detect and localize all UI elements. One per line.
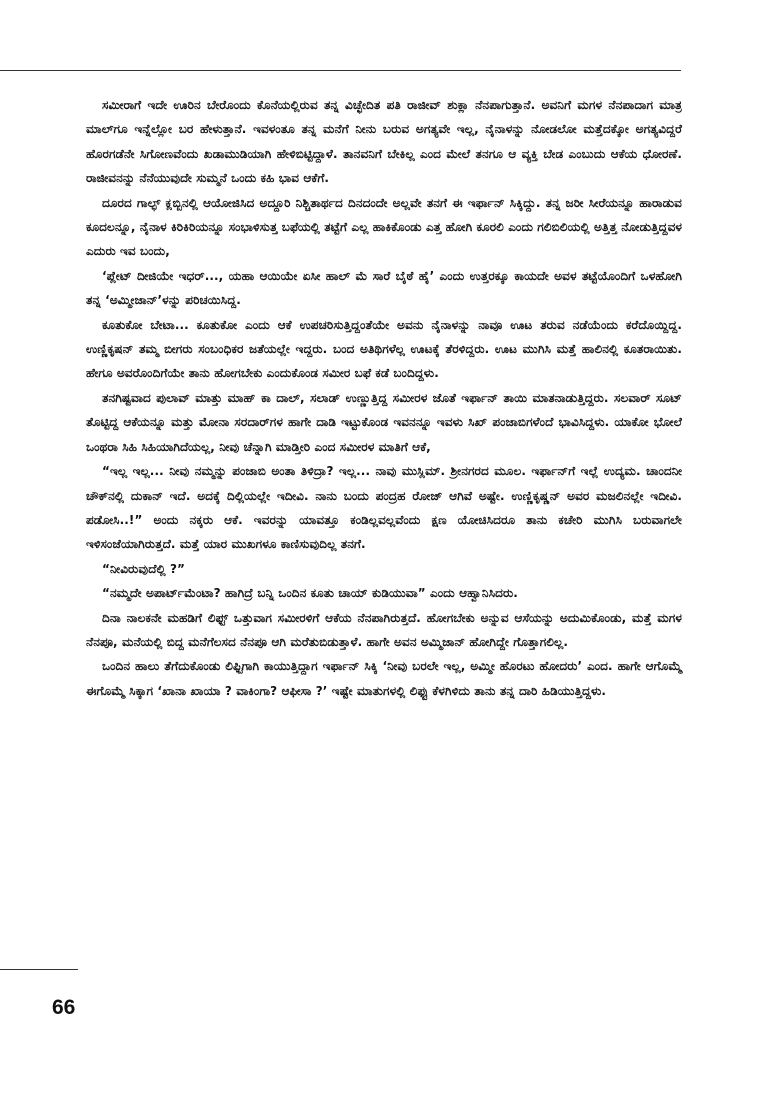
header-rule (0, 70, 681, 71)
footer-rule (0, 969, 78, 970)
paragraph: ಕೂತುಕೋ ಬೇಟಾ... ಕೂತುಕೋ ಎಂದು ಆಕೆ ಉಪಚರಿಸುತ್ತಿದ್ದಂತೆಯೇ ಅವನು ನೈನಾಳನ್ನು ನಾವೂ ಊಟ ತರುವ ನಡೆಯೆಂದು ಕರೆದೊಯ್ದಿದ್ದ. ಉಣ್ಣಿಕೃಷನ್ ತಮ್ಮ ಬೀಗರು ಸಂಬಂಧಿಕರ ಜತೆಯಲ್ಲೇ ಇದ್ದರು. ಬಂದ ಅತಿಥಿಗಳೆಲ್ಲ ಊಟಕ್ಕೆ ತೆರಳಿದ್ದರು. ಊಟ ಮುಗಿಸಿ ಮತ್ತೆ ಹಾಲಿನಲ್ಲಿ ಕೂತರಾಯಿತು. ಹೇಗೂ ಅವರೊಂದಿಗೆಯೇ ತಾನು ಹೋಗಬೇಕು ಎಂದುಕೊಂಡ ಸಮೀರ ಬಫೆ ಕಡೆ ಬಂದಿದ್ದಳು. (86, 317, 682, 381)
paragraph: ‘ಪ್ಲೇಟ್ ದೀಜಿಯೇ ಇಧರ್..., ಯಹಾ ಆಯಿಯೇ ಏಸೀ ಹಾಲ್ ಮೆ ಸಾರೆ ಬೈಠೆ ಹೈ’ ಎಂದು ಉತ್ತರಕ್ಕೂ ಕಾಯದೇ ಅವಳ ತಟ್ಟೆಯೊಂದಿಗೆ ಒಳಹೋಗಿ ತನ್ನ ‘ಅಮ್ಮೀಜಾನ್’ಳನ್ನು ಪರಿಚಯಿಸಿದ್ದ. (86, 268, 682, 308)
page-body (86, 93, 682, 703)
paragraph: “ನೀವಿರುವುದೆಲ್ಲಿ ?” (102, 561, 186, 576)
paragraph: ದೂರದ ಗಾಲ್ಫ್ ಕ್ಲಬ್ಬಿನಲ್ಲಿ ಆಯೋಜಿಸಿದ ಅದ್ದೂರಿ ನಿಶ್ಚಿತಾರ್ಥದ ದಿನದಂದೇ ಅಲ್ಲವೇ ತನಗೆ ಈ ಇರ್ಫಾನ್ ಸಿಕ್ಕಿದ್ದು. ತನ್ನ ಜರೀ ಸೀರೆಯನ್ನೂ ಹಾರಾಡುವ ಕೂದಲನ್ನೂ, ನೈನಾಳ ಕಿರಿಕಿರಿಯನ್ನೂ ಸಂಭಾಳಿಸುತ್ತ ಬಫೆಯಲ್ಲಿ ತಟ್ಟೆಗೆ ಎಲ್ಲ ಹಾಕಿಕೊಂಡು ಎತ್ತ ಹೋಗಿ ಕೂರಲಿ ಎಂದು ಗಲಿಬಿಲಿಯಲ್ಲಿ ಅತ್ತಿತ್ತ ನೋಡುತ್ತಿದ್ದವಳ ಎದುರು ಇವ ಬಂದು, (86, 195, 682, 259)
paragraph: ತನಗಿಷ್ಟವಾದ ಪುಲಾವ್ ಮಾತ್ತು ಮಾಹ್ ಕಾ ದಾಲ್, ಸಲಾಡ್ ಉಣ್ಣುತ್ತಿದ್ದ ಸಮೀರಳ ಜೊತೆ ಇರ್ಫಾನ್ ತಾಯಿ ಮಾತನಾಡುತ್ತಿದ್ದರು. ಸಲವಾರ್ ಸೂಟ್ ತೊಟ್ಟಿದ್ದ ಆಕೆಯನ್ನೂ ಮತ್ತು ಮೋನಾ ಸರದಾರ್‌ಗಳ ಹಾಗೇ ದಾಡಿ ಇಟ್ಟುಕೊಂಡ ಇವನನ್ನೂ ಇವಳು ಸಿಖ್ ಪಂಜಾಬಿಗಳೆಂದೆ ಭಾವಿಸಿದ್ದಳು. ಯಾಕೋ ಭೋಲೆ ಒಂಥರಾ ಸಿಹಿ ಸಿಹಿಯಾಗಿದೆಯಲ್ಲ, ನೀವು ಚೆನ್ನಾಗಿ ಮಾಡ್ತೀರಿ ಎಂದ ಸಮೀರಳ ಮಾತಿಗೆ ಆಕೆ, (86, 390, 682, 454)
paragraph: “ಇಲ್ಲ ಇಲ್ಲ... ನೀವು ನಮ್ಮನ್ನು ಪಂಜಾಬಿ ಅಂತಾ ತಿಳಿದ್ರಾ? ಇಲ್ಲ... ನಾವು ಮುಸ್ಲಿಮ್. ಶ್ರೀನಗರದ ಮೂಲ. ಇರ್ಫಾನ್‌ಗೆ ಇಲ್ಲೆ ಉದ್ಯಮ. ಚಾಂದನೀ ಚೌಕ್‌ನಲ್ಲಿ ದುಕಾನ್ ಇದೆ. ಅದಕ್ಕೆ ದಿಲ್ಲಿಯಲ್ಲೇ ಇದೀವಿ. ನಾನು ಬಂದು ಪಂದ್ರಹ ರೋಜ್ ಆಗಿವೆ ಅಷ್ಟೇ. ಉಣ್ಣಿಕೃಷ್ಣನ್ ಅವರ ಮಜಲಿನಲ್ಲೇ ಇದೀವಿ. ಪಡೋಸಿ..!” ಅಂದು ನಕ್ಕರು ಆಕೆ. ಇವರನ್ನು ಯಾವತ್ತೂ ಕಂಡಿಲ್ಲವಲ್ಲವೆಂದು ಕ್ಷಣ ಯೋಚಿಸಿದರೂ ತಾನು ಕಚೇರಿ ಮುಗಿಸಿ ಬರುವಾಗಲೇ ಇಳಿಸಂಜೆಯಾಗಿರುತ್ತದೆ. ಮತ್ತೆ ಯಾರ ಮುಖಗಳೂ ಕಾಣಿಸುವುದಿಲ್ಲ ತನಗೆ. (86, 464, 682, 552)
paragraph: “ನಮ್ಮದೇ ಅಪಾರ್ಟ್‌ಮೆಂಟಾ? ಹಾಗಿದ್ರೆ ಬನ್ನಿ ಒಂದಿನ ಕೂತು ಚಾಯ್ ಕುಡಿಯುವಾ” ಎಂದು ಆಹ್ವಾನಿಸಿದರು. (102, 586, 518, 601)
paragraph: ಒಂದಿನ ಹಾಲು ತೆಗೆದುಕೊಂಡು ಲಿಫ್ಟಿಗಾಗಿ ಕಾಯುತ್ತಿದ್ದಾಗ ಇರ್ಫಾನ್ ಸಿಕ್ಕಿ ‘ನೀವು ಬರಲೇ ಇಲ್ಲ, ಅಮ್ಮೀ ಹೊರಟು ಹೋದರು’ ಎಂದ. ಹಾಗೇ ಆಗೊಮ್ಮೆ ಈಗೊಮ್ಮೆ ಸಿಕ್ಕಾಗ ‘ಖಾನಾ ಖಾಯಾ ? ವಾಕಿಂಗಾ? ಆಫೀಸಾ ?’ ಇಷ್ಟೇ ಮಾತುಗಳಲ್ಲಿ ಲಿಫ್ಟು ಕೆಳಗಿಳಿದು ತಾನು ತನ್ನ ದಾರಿ ಹಿಡಿಯುತ್ತಿದ್ದಳು. (86, 659, 682, 698)
paragraph: ಸಮೀರಾಗೆ ಇದೇ ಊರಿನ ಬೇರೊಂದು ಕೊನೆಯಲ್ಲಿರುವ ತನ್ನ ವಿಚ್ಛೇದಿತ ಪತಿ ರಾಜೀವ್ ಶುಕ್ಲಾ ನೆನಪಾಗುತ್ತಾನೆ. ಅವನಿಗೆ ಮಗಳ ನೆನಪಾದಾಗ ಮಾತ್ರ ಮಾಲ್‌ಗೂ ಇನ್ನೆಲ್ಲೋ ಬರ ಹೇಳುತ್ತಾನೆ. ಇವಳಂತೂ ತನ್ನ ಮನೆಗೆ ನೀನು ಬರುವ ಅಗತ್ಯವೇ ಇಲ್ಲ, ನೈನಾಳನ್ನು ನೋಡಲೋ ಮತ್ತೆದಕ್ಕೋ ಅಗತ್ಯವಿದ್ದರೆ ಹೊರಗಡೆನೇ ಸಿಗೋಣವೆಂದು ಖಡಾಮುಡಿಯಾಗಿ ಹೇಳಿಬಿಟ್ಟಿದ್ದಾಳೆ. ತಾನವನಿಗೆ ಬೇಕಿಲ್ಲ ಎಂದ ಮೇಲೆ ತನಗೂ ಆ ವ್ಯಕ್ತಿ ಬೇಡ ಎಂಬುದು ಆಕೆಯ ಧೋರಣೆ. ರಾಜೀವನನ್ನು ನೆನೆಯುವುದೇ ಸುಮ್ಮನೆ ಒಂದು ಕಹಿ ಭಾವ ಆಕೆಗೆ. (86, 98, 682, 186)
paragraph: ದಿನಾ ನಾಲಕನೇ ಮಹಡಿಗೆ ಲಿಫ್ಟ್ ಒತ್ತುವಾಗ ಸಮೀರಳಿಗೆ ಆಕೆಯ ನೆನಪಾಗಿರುತ್ತದೆ. ಹೋಗಬೇಕು ಅನ್ನುವ ಆಸೆಯನ್ನು ಅದುಮಿಕೊಂಡು, ಮತ್ತೆ ಮಗಳ ನೆನಪೂ, ಮನೆಯಲ್ಲಿ ಬಿದ್ದ ಮನೆಗೆಲಸದ ನೆನಪೂ ಆಗಿ ಮರೆತುಬಿಡುತ್ತಾಳೆ. ಹಾಗೇ ಅವನ ಅಮ್ಮಿಜಾನ್ ಹೋಗಿದ್ದೇ ಗೊತ್ತಾಗಲಿಲ್ಲ. (86, 610, 682, 649)
page-number: 66 (52, 996, 76, 1019)
